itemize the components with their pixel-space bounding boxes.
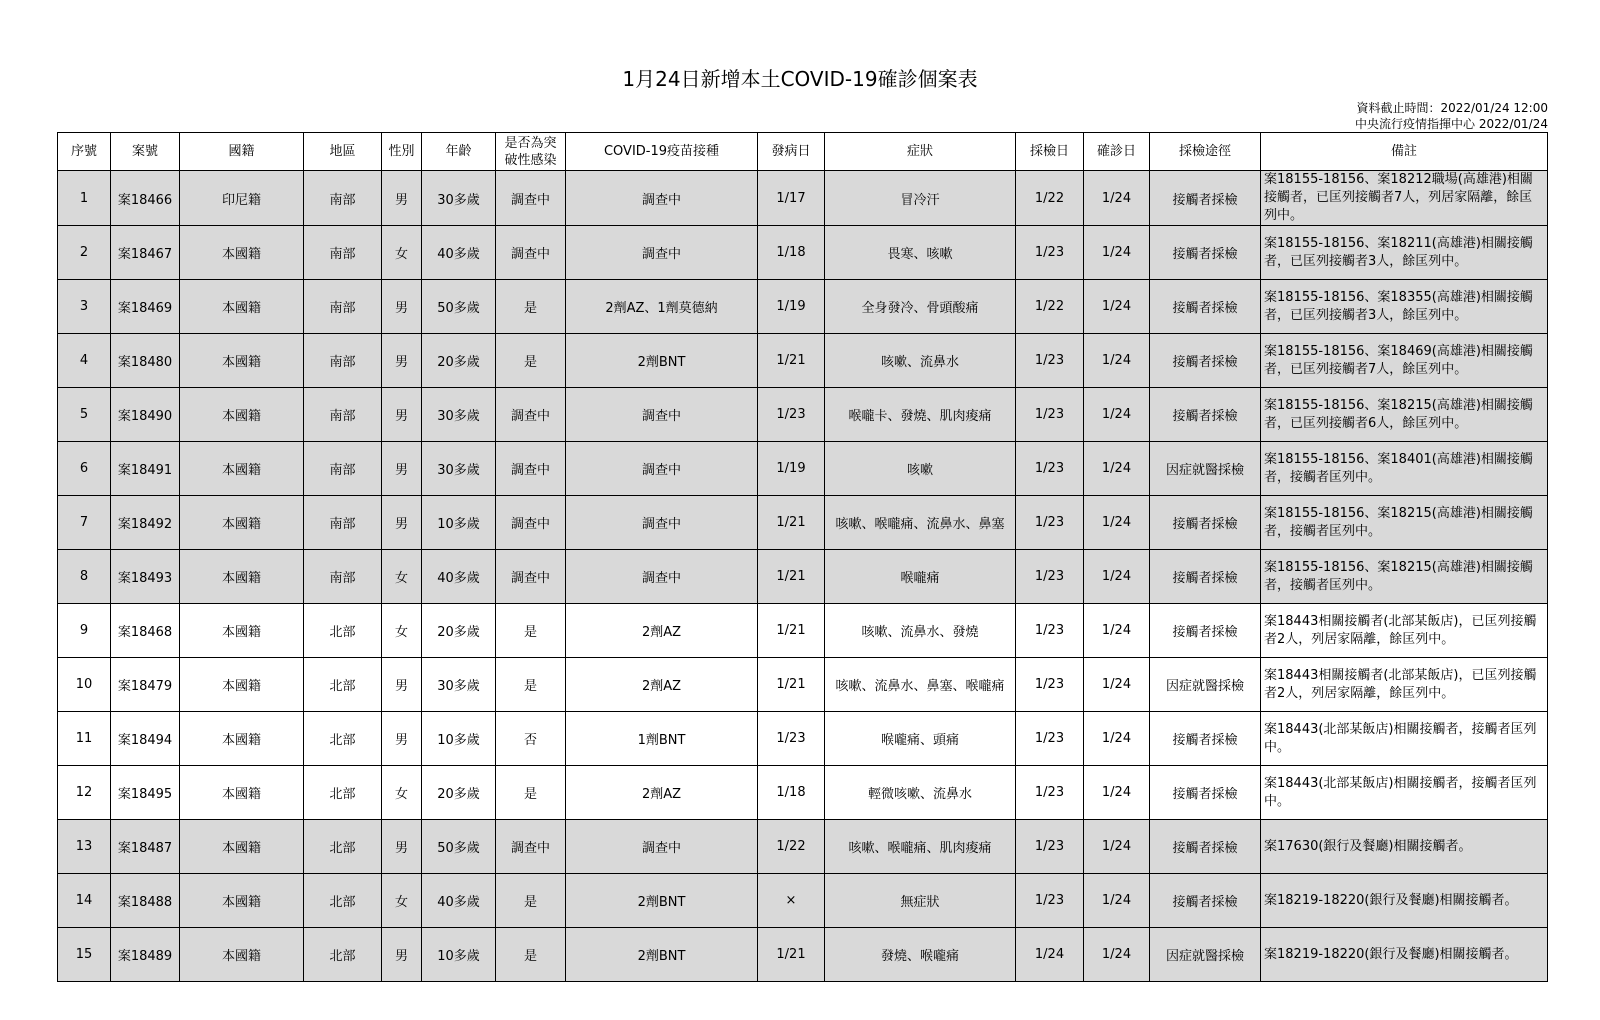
- cell-symptoms: 無症狀: [825, 874, 1016, 928]
- cell-seq: 1: [58, 171, 111, 226]
- cell-note: 案18155-18156、案18355(高雄港)相關接觸者，已匡列接觸者3人，餘匡列中。: [1261, 280, 1548, 334]
- table-row: [58, 712, 1548, 766]
- cell-seq: 11: [58, 712, 111, 766]
- cell-note: 案18443相關接觸者(北部某飯店)，已匡列接觸者2人，列居家隔離，餘匡列中。: [1261, 658, 1548, 712]
- cell-route: 接觸者採檢: [1150, 334, 1261, 388]
- cell-nationality: 本國籍: [180, 604, 304, 658]
- cell-route: 接觸者採檢: [1150, 388, 1261, 442]
- cell-vaccine: 2劑BNT: [566, 874, 758, 928]
- cell-nationality: 本國籍: [180, 766, 304, 820]
- cell-seq: 3: [58, 280, 111, 334]
- cell-confirm-date: 1/24: [1084, 226, 1150, 280]
- table-row: [58, 820, 1548, 874]
- cell-sample-date: 1/22: [1016, 280, 1084, 334]
- cell-confirm-date: 1/24: [1084, 280, 1150, 334]
- cell-note: 案18155-18156、案18469(高雄港)相關接觸者，已匡列接觸者7人，餘匡列中。: [1261, 334, 1548, 388]
- cell-age: 20多歲: [422, 334, 496, 388]
- cell-sex: 男: [382, 712, 422, 766]
- cell-breakthrough: 是: [496, 280, 566, 334]
- report-meta: [1355, 100, 1548, 132]
- cell-confirm-date: 1/24: [1084, 766, 1150, 820]
- table-row: [58, 334, 1548, 388]
- header-symptoms: 症狀: [825, 133, 1016, 171]
- cell-vaccine: 調查中: [566, 820, 758, 874]
- cell-confirm-date: 1/24: [1084, 604, 1150, 658]
- header-region: 地區: [304, 133, 382, 171]
- cell-region: 南部: [304, 280, 382, 334]
- cell-case-no: 案18489: [111, 928, 180, 982]
- cell-sample-date: 1/23: [1016, 766, 1084, 820]
- cell-sex: 男: [382, 334, 422, 388]
- cell-route: 接觸者採檢: [1150, 604, 1261, 658]
- cell-note: 案18219-18220(銀行及餐廳)相關接觸者。: [1261, 928, 1548, 982]
- cell-age: 30多歲: [422, 442, 496, 496]
- cell-age: 50多歲: [422, 280, 496, 334]
- header-sex: 性別: [382, 133, 422, 171]
- cell-onset: 1/21: [758, 550, 825, 604]
- cell-symptoms: 喉嚨痛: [825, 550, 1016, 604]
- cell-region: 南部: [304, 550, 382, 604]
- cell-route: 因症就醫採檢: [1150, 442, 1261, 496]
- cell-route: 接觸者採檢: [1150, 712, 1261, 766]
- cell-sex: 男: [382, 388, 422, 442]
- cell-confirm-date: 1/24: [1084, 496, 1150, 550]
- cell-route: 接觸者採檢: [1150, 496, 1261, 550]
- cell-symptoms: 喉嚨痛、頭痛: [825, 712, 1016, 766]
- cell-onset: 1/21: [758, 928, 825, 982]
- cell-onset: 1/21: [758, 658, 825, 712]
- cell-symptoms: 咳嗽、流鼻水: [825, 334, 1016, 388]
- cell-symptoms: 喉嚨卡、發燒、肌肉痠痛: [825, 388, 1016, 442]
- cell-note: 案18155-18156、案18215(高雄港)相關接觸者，接觸者匡列中。: [1261, 550, 1548, 604]
- cell-sample-date: 1/23: [1016, 496, 1084, 550]
- cell-route: 接觸者採檢: [1150, 766, 1261, 820]
- cell-confirm-date: 1/24: [1084, 658, 1150, 712]
- cell-symptoms: 咳嗽、流鼻水、發燒: [825, 604, 1016, 658]
- header-note: 備註: [1261, 133, 1548, 171]
- cell-route: 因症就醫採檢: [1150, 658, 1261, 712]
- cell-age: 40多歲: [422, 550, 496, 604]
- cell-vaccine: 調查中: [566, 550, 758, 604]
- table-row: [58, 658, 1548, 712]
- data-cutoff-time: 資料截止時間：2022/01/24 12:00: [1356, 101, 1548, 115]
- cell-onset: 1/21: [758, 334, 825, 388]
- cell-sex: 男: [382, 280, 422, 334]
- header-age: 年齡: [422, 133, 496, 171]
- cell-breakthrough: 是: [496, 334, 566, 388]
- header-breakthrough: [496, 133, 566, 171]
- cell-region: 北部: [304, 658, 382, 712]
- header-breakthrough-line2: 破性感染: [504, 152, 557, 168]
- cell-breakthrough: 調查中: [496, 442, 566, 496]
- cell-case-no: 案18479: [111, 658, 180, 712]
- cell-age: 40多歲: [422, 226, 496, 280]
- cell-confirm-date: 1/24: [1084, 712, 1150, 766]
- cell-note: 案18219-18220(銀行及餐廳)相關接觸者。: [1261, 874, 1548, 928]
- header-breakthrough-line1: 是否為突: [504, 135, 557, 151]
- cell-confirm-date: 1/24: [1084, 820, 1150, 874]
- cell-route: 接觸者採檢: [1150, 550, 1261, 604]
- cell-case-no: 案18487: [111, 820, 180, 874]
- cell-seq: 9: [58, 604, 111, 658]
- cell-case-no: 案18468: [111, 604, 180, 658]
- table-row: [58, 766, 1548, 820]
- cell-seq: 14: [58, 874, 111, 928]
- cell-age: 10多歲: [422, 928, 496, 982]
- page-title: 1月24日新增本土COVID-19確診個案表: [622, 67, 978, 91]
- cell-region: 北部: [304, 928, 382, 982]
- header-confirm-date: 確診日: [1084, 133, 1150, 171]
- cell-region: 北部: [304, 604, 382, 658]
- cell-onset: 1/23: [758, 712, 825, 766]
- table-row: [58, 171, 1548, 226]
- header-case-no: 案號: [111, 133, 180, 171]
- cell-sample-date: 1/23: [1016, 226, 1084, 280]
- cell-nationality: 印尼籍: [180, 171, 304, 226]
- cell-vaccine: 1劑BNT: [566, 712, 758, 766]
- cell-vaccine: 調查中: [566, 226, 758, 280]
- cell-seq: 15: [58, 928, 111, 982]
- cell-route: 因症就醫採檢: [1150, 928, 1261, 982]
- cell-region: 南部: [304, 442, 382, 496]
- cell-case-no: 案18488: [111, 874, 180, 928]
- cell-sample-date: 1/23: [1016, 712, 1084, 766]
- cell-note: 案18155-18156、案18212職場(高雄港)相關接觸者，已匡列接觸者7人，列居家隔離，餘匡列中。: [1261, 171, 1548, 226]
- cell-age: 30多歲: [422, 658, 496, 712]
- cell-vaccine: 2劑BNT: [566, 928, 758, 982]
- cell-age: 10多歲: [422, 496, 496, 550]
- table-row: [58, 604, 1548, 658]
- cell-region: 北部: [304, 820, 382, 874]
- cell-onset: 1/21: [758, 604, 825, 658]
- cell-note: 案18155-18156、案18215(高雄港)相關接觸者，已匡列接觸者6人，餘匡列中。: [1261, 388, 1548, 442]
- cell-nationality: 本國籍: [180, 658, 304, 712]
- cell-note: 案18155-18156、案18211(高雄港)相關接觸者，已匡列接觸者3人，餘匡列中。: [1261, 226, 1548, 280]
- cell-age: 20多歲: [422, 766, 496, 820]
- cell-breakthrough: 是: [496, 766, 566, 820]
- cell-case-no: 案18494: [111, 712, 180, 766]
- cell-sample-date: 1/23: [1016, 388, 1084, 442]
- cell-symptoms: 咳嗽、喉嚨痛、流鼻水、鼻塞: [825, 496, 1016, 550]
- cell-symptoms: 輕微咳嗽、流鼻水: [825, 766, 1016, 820]
- cell-sex: 男: [382, 442, 422, 496]
- cell-sex: 男: [382, 658, 422, 712]
- cell-seq: 2: [58, 226, 111, 280]
- cell-vaccine: 調查中: [566, 442, 758, 496]
- cell-vaccine: 調查中: [566, 171, 758, 226]
- cell-breakthrough: 是: [496, 928, 566, 982]
- cell-symptoms: 畏寒、咳嗽: [825, 226, 1016, 280]
- cell-symptoms: 咳嗽、喉嚨痛、肌肉痠痛: [825, 820, 1016, 874]
- table-header-row: [58, 133, 1548, 171]
- header-seq: 序號: [58, 133, 111, 171]
- cell-region: 北部: [304, 766, 382, 820]
- cell-sample-date: 1/23: [1016, 442, 1084, 496]
- cell-region: 南部: [304, 334, 382, 388]
- cell-vaccine: 2劑AZ、1劑莫德納: [566, 280, 758, 334]
- cell-vaccine: 調查中: [566, 496, 758, 550]
- cell-onset: 1/19: [758, 280, 825, 334]
- cell-nationality: 本國籍: [180, 226, 304, 280]
- cell-symptoms: 發燒、喉嚨痛: [825, 928, 1016, 982]
- cell-nationality: 本國籍: [180, 280, 304, 334]
- header-vaccine: COVID-19疫苗接種: [566, 133, 758, 171]
- cell-onset: 1/21: [758, 496, 825, 550]
- cell-seq: 4: [58, 334, 111, 388]
- cell-case-no: 案18495: [111, 766, 180, 820]
- cell-sex: 男: [382, 928, 422, 982]
- cell-breakthrough: 調查中: [496, 496, 566, 550]
- cell-breakthrough: 調查中: [496, 226, 566, 280]
- cell-symptoms: 咳嗽、流鼻水、鼻塞、喉嚨痛: [825, 658, 1016, 712]
- cell-breakthrough: 調查中: [496, 550, 566, 604]
- cell-route: 接觸者採檢: [1150, 280, 1261, 334]
- cell-seq: 13: [58, 820, 111, 874]
- cell-breakthrough: 是: [496, 658, 566, 712]
- cell-region: 南部: [304, 496, 382, 550]
- cell-onset: 1/22: [758, 820, 825, 874]
- header-route: 採檢途徑: [1150, 133, 1261, 171]
- table-row: [58, 874, 1548, 928]
- header-nationality: 國籍: [180, 133, 304, 171]
- cell-case-no: 案18469: [111, 280, 180, 334]
- cell-vaccine: 2劑AZ: [566, 604, 758, 658]
- cell-symptoms: 咳嗽: [825, 442, 1016, 496]
- cell-note: 案17630(銀行及餐廳)相關接觸者。: [1261, 820, 1548, 874]
- cell-sex: 男: [382, 496, 422, 550]
- cell-sample-date: 1/24: [1016, 928, 1084, 982]
- cell-onset: 1/23: [758, 388, 825, 442]
- table-row: [58, 442, 1548, 496]
- cell-seq: 7: [58, 496, 111, 550]
- cell-nationality: 本國籍: [180, 388, 304, 442]
- cell-age: 20多歲: [422, 604, 496, 658]
- cell-symptoms: 全身發冷、骨頭酸痛: [825, 280, 1016, 334]
- cell-route: 接觸者採檢: [1150, 874, 1261, 928]
- cell-note: 案18443(北部某飯店)相關接觸者，接觸者匡列中。: [1261, 766, 1548, 820]
- cell-case-no: 案18491: [111, 442, 180, 496]
- cell-breakthrough: 調查中: [496, 388, 566, 442]
- cell-sex: 女: [382, 604, 422, 658]
- cell-sex: 女: [382, 226, 422, 280]
- table-row: [58, 928, 1548, 982]
- cell-age: 10多歲: [422, 712, 496, 766]
- cell-breakthrough: 調查中: [496, 820, 566, 874]
- cell-symptoms: 冒冷汗: [825, 171, 1016, 226]
- cell-nationality: 本國籍: [180, 550, 304, 604]
- cell-note: 案18443(北部某飯店)相關接觸者，接觸者匡列中。: [1261, 712, 1548, 766]
- cell-sample-date: 1/23: [1016, 658, 1084, 712]
- cell-vaccine: 2劑BNT: [566, 334, 758, 388]
- cell-note: 案18155-18156、案18401(高雄港)相關接觸者，接觸者匡列中。: [1261, 442, 1548, 496]
- cell-nationality: 本國籍: [180, 820, 304, 874]
- cell-confirm-date: 1/24: [1084, 171, 1150, 226]
- cell-breakthrough: 是: [496, 604, 566, 658]
- table-row: [58, 280, 1548, 334]
- cell-confirm-date: 1/24: [1084, 550, 1150, 604]
- cell-sample-date: 1/23: [1016, 820, 1084, 874]
- cell-breakthrough: 否: [496, 712, 566, 766]
- cell-sex: 女: [382, 766, 422, 820]
- cell-region: 南部: [304, 171, 382, 226]
- cell-confirm-date: 1/24: [1084, 442, 1150, 496]
- report-source: 中央流行疫情指揮中心 2022/01/24: [1355, 117, 1548, 131]
- cell-seq: 6: [58, 442, 111, 496]
- cell-onset: 1/18: [758, 766, 825, 820]
- cell-sample-date: 1/23: [1016, 550, 1084, 604]
- cell-note: 案18155-18156、案18215(高雄港)相關接觸者，接觸者匡列中。: [1261, 496, 1548, 550]
- cell-sex: 女: [382, 874, 422, 928]
- cell-region: 北部: [304, 712, 382, 766]
- cell-nationality: 本國籍: [180, 334, 304, 388]
- cell-case-no: 案18492: [111, 496, 180, 550]
- table-row: [58, 388, 1548, 442]
- cell-confirm-date: 1/24: [1084, 928, 1150, 982]
- header-onset: 發病日: [758, 133, 825, 171]
- table-row: [58, 550, 1548, 604]
- cell-nationality: 本國籍: [180, 928, 304, 982]
- cell-confirm-date: 1/24: [1084, 388, 1150, 442]
- cell-case-no: 案18467: [111, 226, 180, 280]
- cell-onset: 1/18: [758, 226, 825, 280]
- cell-breakthrough: 是: [496, 874, 566, 928]
- case-table: [57, 132, 1548, 982]
- cell-onset: ×: [758, 874, 825, 928]
- cell-nationality: 本國籍: [180, 496, 304, 550]
- cell-route: 接觸者採檢: [1150, 820, 1261, 874]
- table-row: [58, 496, 1548, 550]
- cell-sex: 女: [382, 550, 422, 604]
- cell-age: 30多歲: [422, 388, 496, 442]
- cell-seq: 12: [58, 766, 111, 820]
- cell-route: 接觸者採檢: [1150, 226, 1261, 280]
- cell-breakthrough: 調查中: [496, 171, 566, 226]
- cell-sample-date: 1/23: [1016, 334, 1084, 388]
- cell-vaccine: 2劑AZ: [566, 766, 758, 820]
- cell-region: 北部: [304, 874, 382, 928]
- cell-age: 40多歲: [422, 874, 496, 928]
- cell-route: 接觸者採檢: [1150, 171, 1261, 226]
- cell-region: 南部: [304, 388, 382, 442]
- cell-case-no: 案18480: [111, 334, 180, 388]
- cell-age: 30多歲: [422, 171, 496, 226]
- cell-onset: 1/19: [758, 442, 825, 496]
- cell-case-no: 案18493: [111, 550, 180, 604]
- cell-sex: 男: [382, 171, 422, 226]
- cell-onset: 1/17: [758, 171, 825, 226]
- cell-seq: 10: [58, 658, 111, 712]
- cell-sample-date: 1/23: [1016, 604, 1084, 658]
- cell-confirm-date: 1/24: [1084, 334, 1150, 388]
- cell-note: 案18443相關接觸者(北部某飯店)，已匡列接觸者2人，列居家隔離，餘匡列中。: [1261, 604, 1548, 658]
- cell-sample-date: 1/23: [1016, 874, 1084, 928]
- cell-vaccine: 2劑AZ: [566, 658, 758, 712]
- cell-nationality: 本國籍: [180, 874, 304, 928]
- cell-case-no: 案18490: [111, 388, 180, 442]
- cell-vaccine: 調查中: [566, 388, 758, 442]
- cell-case-no: 案18466: [111, 171, 180, 226]
- cell-seq: 5: [58, 388, 111, 442]
- header-sample-date: 採檢日: [1016, 133, 1084, 171]
- cell-nationality: 本國籍: [180, 712, 304, 766]
- cell-seq: 8: [58, 550, 111, 604]
- cell-sex: 男: [382, 820, 422, 874]
- cell-sample-date: 1/22: [1016, 171, 1084, 226]
- cell-age: 50多歲: [422, 820, 496, 874]
- cell-nationality: 本國籍: [180, 442, 304, 496]
- table-row: [58, 226, 1548, 280]
- cell-region: 南部: [304, 226, 382, 280]
- cell-confirm-date: 1/24: [1084, 874, 1150, 928]
